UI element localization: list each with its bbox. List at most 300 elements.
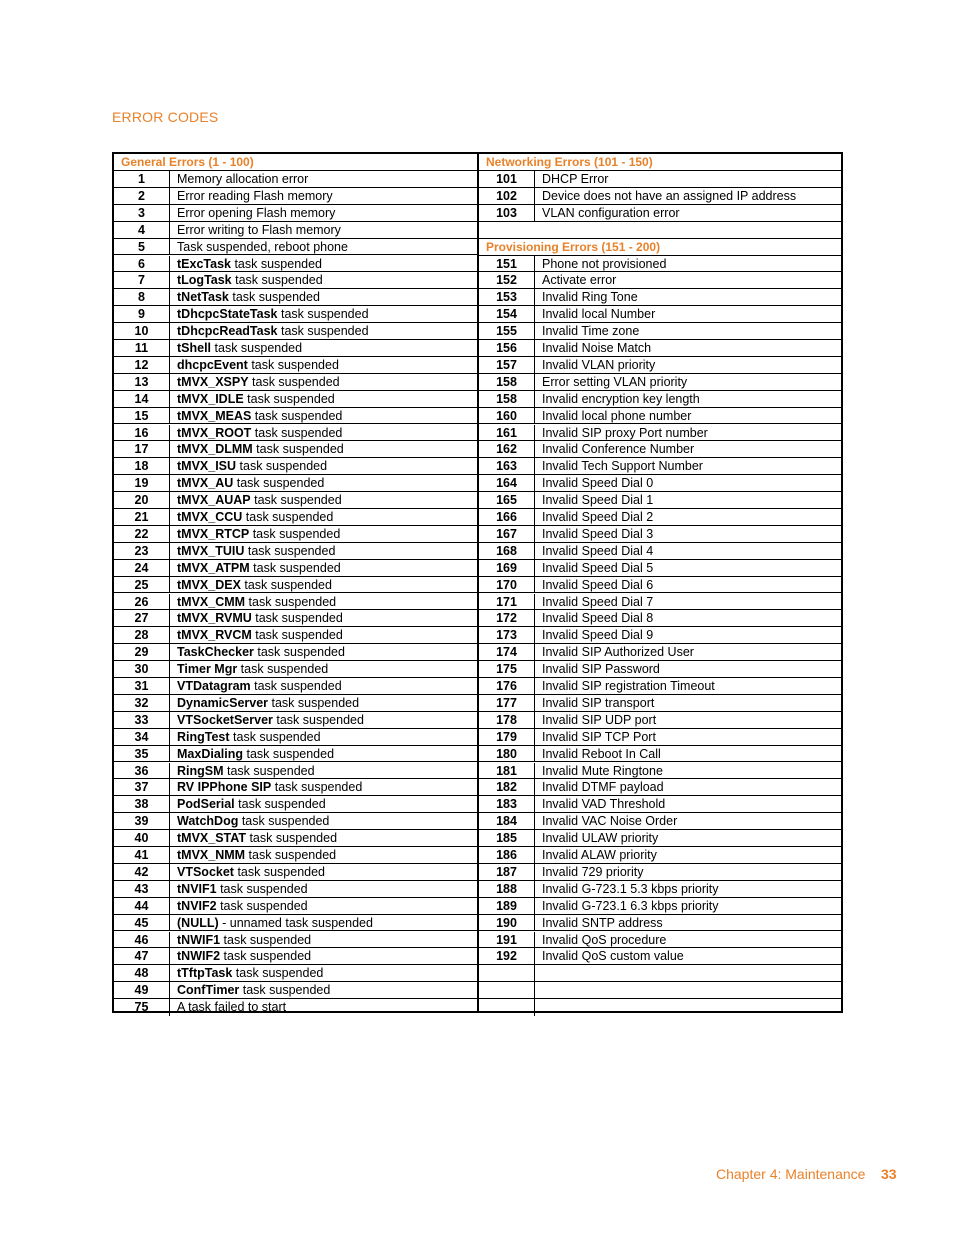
table-row	[114, 965, 477, 982]
error-code: 40	[114, 830, 170, 846]
general-errors-column	[114, 154, 477, 1015]
error-code: 167	[479, 526, 535, 542]
error-code: 164	[479, 475, 535, 491]
error-description: Invalid G-723.1 6.3 kbps priority	[542, 898, 719, 913]
error-description: Invalid Speed Dial 3	[542, 526, 654, 541]
error-code: 32	[114, 695, 170, 711]
error-description: tMVX_MEAS task suspended	[177, 408, 343, 423]
table-row	[114, 813, 477, 830]
task-name: tShell	[177, 341, 212, 355]
error-description: Invalid encryption key length	[542, 391, 700, 406]
task-name: VTSocket	[177, 864, 234, 879]
task-name: tMVX_DLMM	[177, 442, 253, 457]
networking-errors-header	[479, 154, 843, 171]
task-name: MaxDialing	[177, 746, 243, 761]
table-row	[114, 796, 477, 813]
table-row	[479, 644, 843, 661]
task-name: tNetTask	[177, 290, 229, 305]
table-row	[114, 830, 477, 847]
error-code: 44	[114, 898, 170, 914]
table-row	[479, 425, 843, 442]
table-row	[479, 543, 843, 560]
error-description: Invalid VAD Threshold	[542, 797, 666, 812]
error-code: 169	[479, 560, 535, 576]
error-code: 2	[114, 188, 170, 204]
error-description: Invalid Tech Support Number	[542, 459, 703, 474]
error-code	[479, 982, 535, 998]
error-code: 188	[479, 881, 535, 897]
general-errors-header-label: General Errors (1 - 100)	[121, 155, 254, 169]
table-row	[114, 357, 477, 374]
error-description: VTDatagram task suspended	[177, 679, 342, 693]
error-code: 28	[114, 627, 170, 643]
task-name: tMVX_AU	[177, 476, 234, 491]
error-description: Error opening Flash memory	[177, 205, 336, 220]
table-row	[114, 458, 477, 475]
error-code: 158	[479, 374, 535, 390]
error-description: tNVIF2 task suspended	[177, 898, 308, 913]
table-row	[479, 932, 843, 949]
table-row	[114, 864, 477, 881]
section-title: ERROR CODES	[112, 109, 219, 125]
error-description: Invalid SNTP address	[542, 915, 663, 930]
error-description: Invalid SIP proxy Port number	[542, 425, 708, 440]
error-code: 177	[479, 695, 535, 711]
error-description: Invalid Speed Dial 8	[542, 611, 654, 626]
error-code: 192	[479, 948, 535, 964]
error-code: 103	[479, 205, 535, 221]
table-row	[479, 746, 843, 763]
table-row	[114, 239, 477, 256]
table-row	[479, 763, 843, 780]
error-code: 31	[114, 678, 170, 694]
table-row	[479, 188, 843, 205]
task-name: tMVX_ATPM	[177, 560, 250, 575]
table-row	[479, 610, 843, 627]
table-row	[114, 323, 477, 340]
table-row	[479, 627, 843, 644]
error-description: Invalid 729 priority	[542, 864, 644, 879]
error-description: Invalid Speed Dial 9	[542, 628, 654, 643]
task-name: tNWIF2	[177, 949, 221, 964]
error-code: 3	[114, 205, 170, 221]
task-name: tExcTask	[177, 256, 231, 271]
error-description: tMVX_ROOT task suspended	[177, 425, 343, 440]
error-code: 153	[479, 289, 535, 305]
error-description: (NULL) - unnamed task suspended	[177, 915, 373, 930]
error-description: Invalid Time zone	[542, 324, 640, 339]
general-errors-header	[114, 154, 477, 171]
error-description: Invalid local phone number	[542, 408, 692, 423]
task-name: PodSerial	[177, 797, 235, 812]
error-code: 171	[479, 594, 535, 610]
error-code: 21	[114, 509, 170, 525]
task-name: tLogTask	[177, 273, 232, 288]
error-description: Invalid VLAN priority	[542, 357, 656, 372]
error-code: 182	[479, 779, 535, 795]
provisioning-errors-header	[479, 239, 843, 256]
error-description: Error reading Flash memory	[177, 188, 333, 203]
error-description: Invalid QoS procedure	[542, 932, 667, 947]
error-description: tExcTask task suspended	[177, 256, 323, 271]
error-description: tMVX_XSPY task suspended	[177, 374, 340, 389]
networking-errors-header-label: Networking Errors (101 - 150)	[486, 155, 653, 169]
task-name: RV IPPhone SIP	[177, 780, 272, 795]
error-description: Invalid ULAW priority	[542, 831, 659, 846]
table-row	[479, 256, 843, 273]
error-description: dhcpcEvent task suspended	[177, 357, 339, 372]
task-name: tDhcpcStateTask	[177, 307, 278, 322]
error-description: A task failed to start	[177, 1000, 287, 1015]
task-name: ConfTimer	[177, 983, 240, 998]
error-code: 46	[114, 932, 170, 948]
table-row	[114, 222, 477, 239]
error-description: tNWIF1 task suspended	[177, 932, 312, 947]
task-name: tMVX_STAT	[177, 831, 246, 846]
table-row	[114, 729, 477, 746]
table-row	[479, 864, 843, 881]
error-description: PodSerial task suspended	[177, 797, 326, 812]
error-description: ConfTimer task suspended	[177, 983, 331, 998]
table-row	[114, 678, 477, 695]
error-description: tShell task suspended	[177, 341, 303, 355]
error-description: tNVIF1 task suspended	[177, 881, 308, 896]
table-row	[479, 847, 843, 864]
error-description: Invalid SIP Password	[542, 662, 660, 677]
table-row	[479, 408, 843, 425]
task-name: tMVX_AUAP	[177, 493, 251, 508]
error-description: VTSocket task suspended	[177, 864, 326, 879]
error-code: 30	[114, 661, 170, 677]
error-description: tMVX_RTCP task suspended	[177, 526, 341, 541]
error-code: 155	[479, 323, 535, 339]
error-code: 20	[114, 492, 170, 508]
error-code: 176	[479, 678, 535, 694]
task-name: tTftpTask	[177, 966, 233, 981]
table-row	[114, 594, 477, 611]
error-description: Invalid QoS custom value	[542, 949, 684, 964]
error-description: Error writing to Flash memory	[177, 222, 341, 237]
error-code: 41	[114, 847, 170, 863]
error-description: Invalid SIP TCP Port	[542, 729, 656, 744]
error-description: tDhcpcStateTask task suspended	[177, 307, 369, 322]
error-code: 160	[479, 408, 535, 424]
table-row	[114, 847, 477, 864]
task-name: tMVX_RVMU	[177, 611, 252, 626]
table-row	[114, 948, 477, 965]
error-description: tMVX_RVMU task suspended	[177, 611, 343, 626]
error-codes-table	[112, 152, 843, 1013]
table-row	[479, 441, 843, 458]
table-row	[114, 408, 477, 425]
error-code: 163	[479, 458, 535, 474]
error-description: tMVX_DEX task suspended	[177, 577, 332, 592]
table-row	[479, 678, 843, 695]
error-code: 157	[479, 357, 535, 373]
error-code: 49	[114, 982, 170, 998]
table-row	[479, 999, 843, 1016]
error-code: 165	[479, 492, 535, 508]
error-description: tTftpTask task suspended	[177, 966, 324, 981]
table-row	[114, 289, 477, 306]
table-row	[114, 915, 477, 932]
error-description: RV IPPhone SIP task suspended	[177, 780, 363, 795]
task-name: tMVX_NMM	[177, 848, 246, 862]
error-description: tMVX_ATPM task suspended	[177, 560, 341, 575]
error-description: Invalid SIP transport	[542, 695, 655, 710]
task-name: VTDatagram	[177, 679, 251, 693]
table-row	[479, 323, 843, 340]
provisioning-errors-header-label: Provisioning Errors (151 - 200)	[486, 239, 661, 254]
error-code: 14	[114, 391, 170, 407]
task-name: tNVIF1	[177, 881, 217, 896]
error-code: 17	[114, 441, 170, 457]
error-description: tMVX_RVCM task suspended	[177, 628, 343, 643]
error-description: Invalid Speed Dial 2	[542, 510, 654, 524]
table-row	[479, 526, 843, 543]
table-row	[479, 915, 843, 932]
error-code	[479, 999, 535, 1016]
error-code: 8	[114, 289, 170, 305]
error-description: Activate error	[542, 273, 617, 288]
error-code	[479, 965, 535, 981]
page-number: 33	[881, 1166, 897, 1182]
table-row	[114, 171, 477, 188]
error-code: 191	[479, 932, 535, 948]
table-row	[114, 712, 477, 729]
error-description: DHCP Error	[542, 172, 609, 186]
table-row	[114, 526, 477, 543]
error-code: 184	[479, 813, 535, 829]
error-code: 19	[114, 475, 170, 491]
table-row	[479, 796, 843, 813]
error-description: Invalid Speed Dial 1	[542, 493, 654, 508]
table-row	[479, 306, 843, 323]
table-row	[114, 779, 477, 796]
table-row	[114, 425, 477, 442]
table-row	[479, 374, 843, 391]
table-row	[114, 982, 477, 999]
error-description: tNetTask task suspended	[177, 290, 320, 305]
error-code: 178	[479, 712, 535, 728]
table-row	[114, 746, 477, 763]
error-code: 9	[114, 306, 170, 322]
task-name: tMVX_ISU	[177, 459, 237, 474]
table-row	[479, 712, 843, 729]
error-code: 181	[479, 763, 535, 779]
error-code: 42	[114, 864, 170, 880]
error-description: tMVX_CCU task suspended	[177, 510, 334, 524]
error-description: tMVX_STAT task suspended	[177, 831, 338, 846]
error-code: 189	[479, 898, 535, 914]
error-code: 35	[114, 746, 170, 762]
error-code: 7	[114, 272, 170, 288]
error-description: tDhcpcReadTask task suspended	[177, 324, 369, 339]
table-row	[114, 475, 477, 492]
error-code: 168	[479, 543, 535, 559]
table-row	[114, 932, 477, 949]
table-row	[479, 577, 843, 594]
task-name: tMVX_TUIU	[177, 543, 245, 558]
error-code: 12	[114, 357, 170, 373]
table-row	[479, 560, 843, 577]
error-code: 186	[479, 847, 535, 863]
error-description: Invalid G-723.1 5.3 kbps priority	[542, 881, 719, 896]
task-name: tMVX_IDLE	[177, 391, 244, 406]
task-name: Timer Mgr	[177, 662, 238, 677]
table-row	[479, 357, 843, 374]
error-description: tMVX_ISU task suspended	[177, 459, 328, 474]
error-code: 29	[114, 644, 170, 660]
error-description: RingSM task suspended	[177, 763, 315, 778]
error-description: WatchDog task suspended	[177, 814, 330, 829]
task-name: tNWIF1	[177, 932, 221, 947]
task-name: WatchDog	[177, 814, 239, 829]
table-row	[479, 948, 843, 965]
error-code: 16	[114, 425, 170, 441]
error-description: Invalid Speed Dial 6	[542, 577, 654, 592]
table-row	[479, 391, 843, 408]
error-code: 47	[114, 948, 170, 964]
footer-chapter: Chapter 4: Maintenance	[716, 1166, 866, 1182]
task-name: tMVX_DEX	[177, 577, 241, 592]
error-code: 190	[479, 915, 535, 931]
task-name: tMVX_RTCP	[177, 526, 250, 541]
error-code: 174	[479, 644, 535, 660]
error-code: 187	[479, 864, 535, 880]
table-row	[479, 661, 843, 678]
error-description: Invalid Conference Number	[542, 442, 695, 457]
task-name: (NULL)	[177, 915, 219, 930]
table-row	[114, 560, 477, 577]
table-row	[114, 577, 477, 594]
error-description: Task suspended, reboot phone	[177, 239, 348, 254]
error-code: 172	[479, 610, 535, 626]
table-row	[479, 813, 843, 830]
table-row	[114, 306, 477, 323]
table-row	[479, 965, 843, 982]
error-description: Invalid local Number	[542, 307, 656, 322]
error-code: 180	[479, 746, 535, 762]
error-code: 162	[479, 441, 535, 457]
error-code: 173	[479, 627, 535, 643]
error-code: 38	[114, 796, 170, 812]
task-name: tMVX_ROOT	[177, 425, 252, 440]
task-name: RingSM	[177, 763, 224, 778]
error-code: 5	[114, 239, 170, 255]
error-description: Invalid SIP Authorized User	[542, 645, 694, 660]
error-code: 185	[479, 830, 535, 846]
error-code: 24	[114, 560, 170, 576]
error-description: tMVX_CMM task suspended	[177, 594, 337, 609]
error-code: 156	[479, 340, 535, 356]
error-code: 22	[114, 526, 170, 542]
task-name: tMVX_XSPY	[177, 374, 249, 389]
table-row	[479, 222, 843, 239]
error-description: Device does not have an assigned IP address	[542, 188, 797, 203]
table-row	[479, 982, 843, 999]
table-row	[114, 509, 477, 526]
table-row	[479, 509, 843, 526]
table-row	[479, 492, 843, 509]
table-row	[479, 340, 843, 357]
table-row	[114, 374, 477, 391]
error-code: 11	[114, 340, 170, 356]
error-code: 34	[114, 729, 170, 745]
error-description: MaxDialing task suspended	[177, 746, 335, 761]
table-row	[114, 340, 477, 357]
task-name: tMVX_MEAS	[177, 408, 252, 423]
error-description: Memory allocation error	[177, 172, 309, 186]
error-code: 154	[479, 306, 535, 322]
error-description: tMVX_AU task suspended	[177, 476, 325, 491]
error-description: Timer Mgr task suspended	[177, 662, 329, 677]
error-code: 15	[114, 408, 170, 424]
table-row	[479, 475, 843, 492]
networking-provisioning-column	[477, 154, 843, 1011]
task-name: tMVX_CMM	[177, 594, 246, 609]
error-code: 152	[479, 272, 535, 288]
error-description: tMVX_IDLE task suspended	[177, 391, 335, 406]
error-description: Invalid ALAW priority	[542, 848, 657, 862]
error-description: Invalid VAC Noise Order	[542, 814, 678, 829]
error-description: DynamicServer task suspended	[177, 695, 360, 710]
error-description: VTSocketServer task suspended	[177, 712, 364, 727]
error-description: Invalid Ring Tone	[542, 290, 638, 305]
error-description: TaskChecker task suspended	[177, 645, 345, 660]
task-name: VTSocketServer	[177, 712, 273, 727]
table-row	[114, 695, 477, 712]
table-row	[114, 492, 477, 509]
table-row	[479, 205, 843, 222]
table-row	[479, 881, 843, 898]
error-description: tLogTask task suspended	[177, 273, 323, 288]
error-code: 170	[479, 577, 535, 593]
error-description: Invalid Reboot In Call	[542, 746, 661, 761]
error-code: 101	[479, 171, 535, 187]
error-code: 33	[114, 712, 170, 728]
table-row	[114, 391, 477, 408]
error-description: Invalid Speed Dial 7	[542, 594, 654, 609]
error-code: 43	[114, 881, 170, 897]
error-description: Invalid Speed Dial 4	[542, 543, 654, 558]
error-code: 75	[114, 999, 170, 1016]
error-description: Invalid Noise Match	[542, 341, 652, 355]
error-code: 25	[114, 577, 170, 593]
task-name: tDhcpcReadTask	[177, 324, 278, 339]
task-name: tMVX_CCU	[177, 510, 243, 524]
task-name: tMVX_RVCM	[177, 628, 252, 643]
task-name: tNVIF2	[177, 898, 217, 913]
error-description: Invalid SIP UDP port	[542, 712, 657, 727]
table-row	[114, 188, 477, 205]
table-row	[479, 171, 843, 188]
table-row	[114, 661, 477, 678]
error-code: 39	[114, 813, 170, 829]
table-row	[114, 999, 477, 1016]
error-code: 23	[114, 543, 170, 559]
table-row	[479, 695, 843, 712]
task-name: dhcpcEvent	[177, 357, 248, 372]
table-row	[114, 881, 477, 898]
error-code: 18	[114, 458, 170, 474]
error-description: Invalid Speed Dial 0	[542, 476, 654, 491]
error-code: 10	[114, 323, 170, 339]
error-code: 26	[114, 594, 170, 610]
table-row	[479, 729, 843, 746]
task-name: TaskChecker	[177, 645, 254, 660]
table-row	[114, 763, 477, 780]
